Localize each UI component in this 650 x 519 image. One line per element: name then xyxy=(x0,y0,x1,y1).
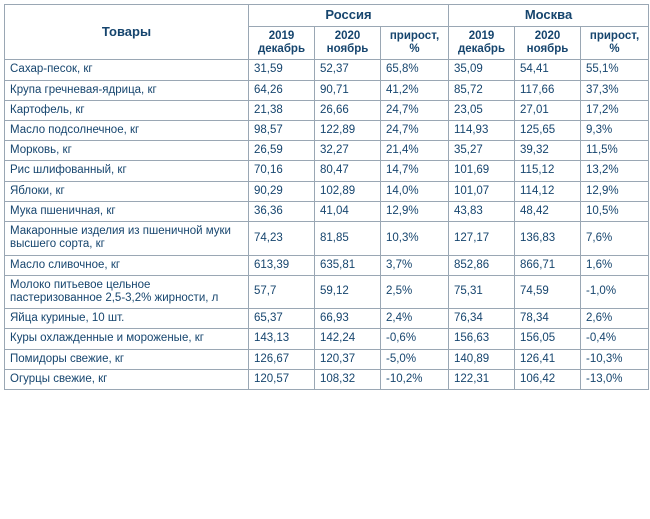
cell-russia-2020: 90,71 xyxy=(315,80,381,100)
row-label: Помидоры свежие, кг xyxy=(5,349,249,369)
cell-moscow-growth: -1,0% xyxy=(581,275,649,308)
cell-moscow-2019: 122,31 xyxy=(449,369,515,389)
cell-russia-growth: 12,9% xyxy=(381,201,449,221)
cell-russia-2020: 142,24 xyxy=(315,329,381,349)
table-header xyxy=(5,5,649,60)
row-label: Макаронные изделия из пшеничной муки высшего сорта, кг xyxy=(5,222,249,255)
cell-moscow-growth: 2,6% xyxy=(581,309,649,329)
cell-moscow-2019: 35,09 xyxy=(449,60,515,80)
cell-moscow-2019: 140,89 xyxy=(449,349,515,369)
subheader-moscow-2019-line2: декабрь xyxy=(457,43,506,56)
cell-russia-2019: 126,67 xyxy=(249,349,315,369)
cell-russia-growth: 10,3% xyxy=(381,222,449,255)
table-row xyxy=(5,181,649,201)
row-label: Яблоки, кг xyxy=(5,181,249,201)
table-row xyxy=(5,141,649,161)
cell-russia-2019: 57,7 xyxy=(249,275,315,308)
cell-moscow-2020: 866,71 xyxy=(515,255,581,275)
cell-moscow-2019: 852,86 xyxy=(449,255,515,275)
cell-russia-growth: 24,7% xyxy=(381,100,449,120)
table-row xyxy=(5,80,649,100)
subheader-russia-2019 xyxy=(249,26,315,59)
cell-russia-2020: 80,47 xyxy=(315,161,381,181)
cell-moscow-growth: 13,2% xyxy=(581,161,649,181)
row-label: Молоко питьевое цельное пастеризованное 2,5-3,2% жирности, л xyxy=(5,275,249,308)
cell-moscow-2019: 127,17 xyxy=(449,222,515,255)
subheader-russia-2020 xyxy=(315,26,381,59)
cell-moscow-growth: -0,4% xyxy=(581,329,649,349)
cell-moscow-growth: 11,5% xyxy=(581,141,649,161)
column-group-russia: Россия xyxy=(249,5,449,27)
cell-russia-2019: 120,57 xyxy=(249,369,315,389)
cell-moscow-growth: 9,3% xyxy=(581,121,649,141)
cell-moscow-2020: 125,65 xyxy=(515,121,581,141)
cell-russia-2019: 90,29 xyxy=(249,181,315,201)
row-label: Огурцы свежие, кг xyxy=(5,369,249,389)
cell-moscow-2020: 117,66 xyxy=(515,80,581,100)
cell-russia-2019: 64,26 xyxy=(249,80,315,100)
cell-russia-2020: 102,89 xyxy=(315,181,381,201)
subheader-moscow-2020-line2: ноябрь xyxy=(526,43,569,56)
cell-moscow-growth: 55,1% xyxy=(581,60,649,80)
cell-russia-2020: 108,32 xyxy=(315,369,381,389)
row-label: Масло подсолнечное, кг xyxy=(5,121,249,141)
row-label: Морковь, кг xyxy=(5,141,249,161)
cell-russia-growth: 24,7% xyxy=(381,121,449,141)
row-label: Картофель, кг xyxy=(5,100,249,120)
cell-russia-growth: 65,8% xyxy=(381,60,449,80)
table-row xyxy=(5,100,649,120)
row-label: Крупа гречневая-ядрица, кг xyxy=(5,80,249,100)
cell-moscow-growth: 7,6% xyxy=(581,222,649,255)
cell-moscow-2019: 75,31 xyxy=(449,275,515,308)
cell-russia-2020: 52,37 xyxy=(315,60,381,80)
row-label: Куры охлажденные и мороженые, кг xyxy=(5,329,249,349)
table-row xyxy=(5,121,649,141)
column-group-moscow: Москва xyxy=(449,5,649,27)
cell-moscow-2019: 85,72 xyxy=(449,80,515,100)
cell-russia-growth: 41,2% xyxy=(381,80,449,100)
cell-russia-2019: 74,23 xyxy=(249,222,315,255)
cell-russia-2019: 36,36 xyxy=(249,201,315,221)
table-row xyxy=(5,369,649,389)
subheader-moscow-2019-line1: 2019 xyxy=(468,29,495,42)
cell-moscow-2019: 35,27 xyxy=(449,141,515,161)
subheader-russia-2019-line1: 2019 xyxy=(268,29,295,42)
subheader-russia-growth-line2: % xyxy=(409,43,420,56)
cell-russia-2019: 613,39 xyxy=(249,255,315,275)
subheader-russia-growth xyxy=(381,26,449,59)
table-body xyxy=(5,60,649,390)
subheader-moscow-2019 xyxy=(449,26,515,59)
cell-russia-2020: 120,37 xyxy=(315,349,381,369)
subheader-moscow-2020 xyxy=(515,26,581,59)
subheader-moscow-growth-line1: прирост, xyxy=(589,29,640,42)
cell-russia-growth: -0,6% xyxy=(381,329,449,349)
cell-moscow-2020: 136,83 xyxy=(515,222,581,255)
table-row xyxy=(5,201,649,221)
cell-russia-2019: 65,37 xyxy=(249,309,315,329)
cell-russia-2020: 122,89 xyxy=(315,121,381,141)
cell-moscow-2019: 23,05 xyxy=(449,100,515,120)
cell-russia-2020: 41,04 xyxy=(315,201,381,221)
table-row xyxy=(5,161,649,181)
cell-moscow-2019: 114,93 xyxy=(449,121,515,141)
cell-moscow-2020: 48,42 xyxy=(515,201,581,221)
cell-russia-growth: 21,4% xyxy=(381,141,449,161)
cell-russia-2019: 21,38 xyxy=(249,100,315,120)
cell-moscow-2019: 43,83 xyxy=(449,201,515,221)
cell-russia-growth: 2,4% xyxy=(381,309,449,329)
cell-moscow-growth: -10,3% xyxy=(581,349,649,369)
cell-moscow-2020: 78,34 xyxy=(515,309,581,329)
cell-russia-2020: 66,93 xyxy=(315,309,381,329)
cell-moscow-2020: 74,59 xyxy=(515,275,581,308)
row-label: Яйца куриные, 10 шт. xyxy=(5,309,249,329)
cell-moscow-2020: 156,05 xyxy=(515,329,581,349)
cell-russia-growth: 3,7% xyxy=(381,255,449,275)
cell-russia-2020: 81,85 xyxy=(315,222,381,255)
price-comparison-table xyxy=(4,4,649,390)
cell-moscow-growth: 12,9% xyxy=(581,181,649,201)
row-label: Масло сливочное, кг xyxy=(5,255,249,275)
cell-moscow-2019: 101,07 xyxy=(449,181,515,201)
cell-moscow-2019: 76,34 xyxy=(449,309,515,329)
table-row xyxy=(5,349,649,369)
cell-moscow-2020: 27,01 xyxy=(515,100,581,120)
cell-russia-2019: 143,13 xyxy=(249,329,315,349)
cell-moscow-growth: -13,0% xyxy=(581,369,649,389)
cell-moscow-2020: 54,41 xyxy=(515,60,581,80)
cell-russia-growth: 14,7% xyxy=(381,161,449,181)
cell-russia-2020: 59,12 xyxy=(315,275,381,308)
cell-russia-2019: 31,59 xyxy=(249,60,315,80)
cell-russia-growth: -10,2% xyxy=(381,369,449,389)
subheader-russia-2019-line2: декабрь xyxy=(257,43,306,56)
row-label: Рис шлифованный, кг xyxy=(5,161,249,181)
cell-moscow-growth: 10,5% xyxy=(581,201,649,221)
cell-moscow-2020: 39,32 xyxy=(515,141,581,161)
subheader-moscow-2020-line1: 2020 xyxy=(534,29,561,42)
row-label: Сахар-песок, кг xyxy=(5,60,249,80)
subheader-russia-growth-line1: прирост, xyxy=(389,29,440,42)
cell-russia-growth: -5,0% xyxy=(381,349,449,369)
cell-moscow-2019: 156,63 xyxy=(449,329,515,349)
header-row-regions xyxy=(5,5,649,27)
cell-moscow-growth: 17,2% xyxy=(581,100,649,120)
cell-russia-2019: 26,59 xyxy=(249,141,315,161)
table-row xyxy=(5,255,649,275)
subheader-russia-2020-line2: ноябрь xyxy=(326,43,369,56)
cell-moscow-2019: 101,69 xyxy=(449,161,515,181)
cell-moscow-2020: 106,42 xyxy=(515,369,581,389)
cell-russia-2020: 26,66 xyxy=(315,100,381,120)
cell-russia-growth: 2,5% xyxy=(381,275,449,308)
table-row xyxy=(5,275,649,308)
cell-russia-2020: 32,27 xyxy=(315,141,381,161)
table-row xyxy=(5,222,649,255)
table-row xyxy=(5,309,649,329)
cell-moscow-growth: 1,6% xyxy=(581,255,649,275)
cell-russia-growth: 14,0% xyxy=(381,181,449,201)
cell-russia-2020: 635,81 xyxy=(315,255,381,275)
cell-moscow-2020: 114,12 xyxy=(515,181,581,201)
table-row xyxy=(5,329,649,349)
cell-moscow-growth: 37,3% xyxy=(581,80,649,100)
cell-moscow-2020: 115,12 xyxy=(515,161,581,181)
cell-moscow-2020: 126,41 xyxy=(515,349,581,369)
subheader-russia-2020-line1: 2020 xyxy=(334,29,361,42)
subheader-moscow-growth xyxy=(581,26,649,59)
column-header-goods: Товары xyxy=(5,5,249,60)
cell-russia-2019: 70,16 xyxy=(249,161,315,181)
table-row xyxy=(5,60,649,80)
cell-russia-2019: 98,57 xyxy=(249,121,315,141)
row-label: Мука пшеничная, кг xyxy=(5,201,249,221)
subheader-moscow-growth-line2: % xyxy=(609,43,620,56)
